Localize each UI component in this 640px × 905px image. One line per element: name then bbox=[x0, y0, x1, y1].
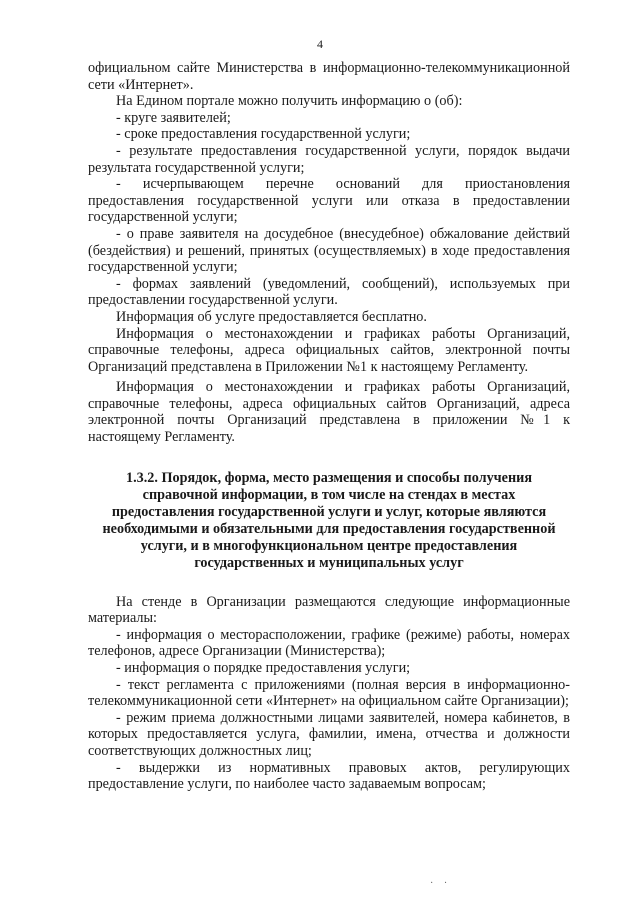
paragraph-q4: - текст регламента с приложениями (полная версия в информационно-телекоммуникационной сети «Интернет» на официальном сайте Организации); bbox=[88, 676, 570, 710]
paragraph-p9: Информация об услуге предоставляется бесплатно. bbox=[116, 308, 427, 325]
paragraph-q1: На стенде в Организации размещаются следующие информационные материалы: bbox=[88, 593, 570, 627]
paragraph-p5: - результате предоставления государственной услуги, порядок выдачи результата государственной услуги; bbox=[88, 142, 570, 176]
paragraph-p4: - сроке предоставления государственной услуги; bbox=[116, 126, 411, 143]
paragraph-p8: - формах заявлений (уведомлений, сообщений), используемых при предоставлении государственной услуги. bbox=[88, 275, 570, 309]
paragraph-p10: Информация о местонахождении и графиках работы Организаций, справочные телефоны, адреса официальных сайтов, электронной почты Организаций представлена в Приложении №1 к настоящему Регламенту. bbox=[88, 325, 570, 375]
paragraph-q6: - выдержки из нормативных правовых актов, регулирующих предоставление услуги, по наиболее часто задаваемым вопросам; bbox=[88, 759, 570, 793]
paragraph-p3: - круге заявителей; bbox=[116, 109, 231, 126]
paragraph-q5: - режим приема должностными лицами заявителей, номера кабинетов, в которых предоставляется услуга, фамилии, имена, отчества и должности соответствующих должностных лиц; bbox=[88, 709, 570, 759]
scan-speck-decoration: · · bbox=[430, 878, 452, 889]
paragraph-p1: официальном сайте Министерства в информационно-телекоммуникационной сети «Интернет». bbox=[88, 60, 570, 93]
paragraph-p7: - о праве заявителя на досудебное (внесудебное) обжалование действий (бездействия) и решений, принятых (осуществляемых) в ходе предоставления государственной услуги; bbox=[88, 225, 570, 276]
paragraph-q2: - информация о месторасположении, графике (режиме) работы, номерах телефонов, адресе Организации (Министерства); bbox=[88, 626, 570, 660]
paragraph-q3: - информация о порядке предоставления услуги; bbox=[116, 660, 411, 677]
paragraph-p2: На Едином портале можно получить информацию о (об): bbox=[116, 93, 463, 110]
paragraph-p11: Информация о местонахождении и графиках работы Организаций, справочные телефоны, адреса официальных сайтов Организаций, адреса электронной почты Организаций представлена в приложении №1 к настоящему Регламенту. bbox=[88, 379, 570, 446]
section-heading: 1.3.2. Порядок, форма, место размещения и способы получения справочной информации, в том числе на стендах в местах предоставления государственной услуги и услуг, которые являются необходимыми и обязательными для предоставления государственной услуги, и в многофункциональном центре предоставления государственных и муниципальных услуг bbox=[102, 469, 556, 571]
paragraphs-bottom bbox=[88, 594, 570, 793]
paragraphs-top bbox=[88, 60, 570, 446]
document-body bbox=[88, 60, 570, 793]
page-number: 4 bbox=[317, 37, 323, 51]
paragraph-p6: - исчерпывающем перечне оснований для приостановления предоставления государственной услуги или отказа в предоставлении государственной услуги; bbox=[88, 176, 570, 226]
